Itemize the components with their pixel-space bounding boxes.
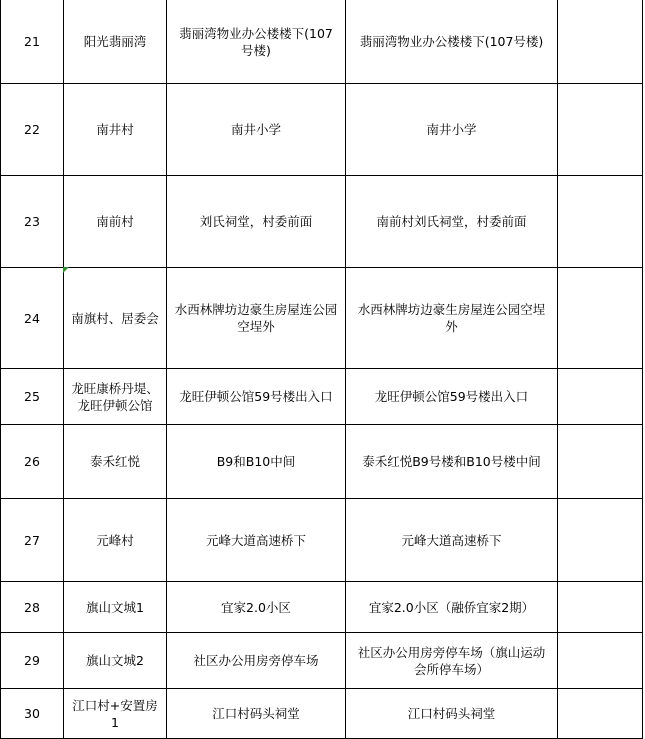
extra-cell[interactable]: [558, 176, 643, 268]
row-number-cell[interactable]: 28: [1, 582, 64, 633]
community-name-cell[interactable]: 南前村: [64, 176, 167, 268]
location-detail-cell[interactable]: 江口村码头祠堂: [346, 689, 558, 739]
extra-cell[interactable]: [558, 499, 643, 582]
table-row: [1, 369, 643, 425]
location-detail-cell[interactable]: 宜家2.0小区（融侨宜家2期）: [346, 582, 558, 633]
location-detail-cell[interactable]: 龙旺伊顿公馆59号楼出入口: [346, 369, 558, 425]
row-number-cell[interactable]: 22: [1, 84, 64, 176]
community-name-cell[interactable]: 龙旺康桥丹堤、龙旺伊顿公馆: [64, 369, 167, 425]
table-row: [1, 84, 643, 176]
table-row: [1, 499, 643, 582]
location-detail-cell[interactable]: 南前村刘氏祠堂，村委前面: [346, 176, 558, 268]
extra-cell[interactable]: [558, 633, 643, 689]
community-name-cell[interactable]: 泰禾红悦: [64, 425, 167, 499]
extra-cell[interactable]: [558, 268, 643, 369]
location-detail-cell[interactable]: 水西林牌坊边豪生房屋连公园空埕外: [346, 268, 558, 369]
location-cell[interactable]: 南井小学: [167, 84, 346, 176]
table-row: [1, 176, 643, 268]
community-name-cell[interactable]: 南旗村、居委会: [64, 268, 167, 369]
location-detail-cell[interactable]: 元峰大道高速桥下: [346, 499, 558, 582]
location-cell[interactable]: 龙旺伊顿公馆59号楼出入口: [167, 369, 346, 425]
location-cell[interactable]: 水西林牌坊边豪生房屋连公园空埕外: [167, 268, 346, 369]
location-detail-cell[interactable]: 翡丽湾物业办公楼楼下(107号楼): [346, 0, 558, 84]
row-number-cell[interactable]: 23: [1, 176, 64, 268]
location-cell[interactable]: 刘氏祠堂，村委前面: [167, 176, 346, 268]
community-name-cell[interactable]: 元峰村: [64, 499, 167, 582]
table-row: [1, 633, 643, 689]
location-cell[interactable]: 江口村码头祠堂: [167, 689, 346, 739]
location-detail-cell[interactable]: 泰禾红悦B9号楼和B10号楼中间: [346, 425, 558, 499]
extra-cell[interactable]: [558, 84, 643, 176]
cell-comment-marker: [63, 267, 69, 273]
row-number-cell[interactable]: 27: [1, 499, 64, 582]
community-name-cell[interactable]: 阳光翡丽湾: [64, 0, 167, 84]
community-name-cell[interactable]: 江口村+安置房1: [64, 689, 167, 739]
location-cell[interactable]: B9和B10中间: [167, 425, 346, 499]
extra-cell[interactable]: [558, 689, 643, 739]
table-row: [1, 268, 643, 369]
row-number-cell[interactable]: 25: [1, 369, 64, 425]
location-cell[interactable]: 社区办公用房旁停车场: [167, 633, 346, 689]
table-row: [1, 0, 643, 84]
community-name-cell[interactable]: 南井村: [64, 84, 167, 176]
row-number-cell[interactable]: 26: [1, 425, 64, 499]
row-number-cell[interactable]: 21: [1, 0, 64, 84]
extra-cell[interactable]: [558, 369, 643, 425]
community-name-cell[interactable]: 旗山文城1: [64, 582, 167, 633]
extra-cell[interactable]: [558, 0, 643, 84]
community-name-cell[interactable]: 旗山文城2: [64, 633, 167, 689]
table-row: [1, 582, 643, 633]
table-row: [1, 689, 643, 739]
location-detail-cell[interactable]: 社区办公用房旁停车场（旗山运动会所停车场）: [346, 633, 558, 689]
extra-cell[interactable]: [558, 582, 643, 633]
location-cell[interactable]: 元峰大道高速桥下: [167, 499, 346, 582]
extra-cell[interactable]: [558, 425, 643, 499]
row-number-cell[interactable]: 24: [1, 268, 64, 369]
location-detail-cell[interactable]: 南井小学: [346, 84, 558, 176]
table-row: [1, 425, 643, 499]
location-cell[interactable]: 宜家2.0小区: [167, 582, 346, 633]
row-number-cell[interactable]: 29: [1, 633, 64, 689]
location-cell[interactable]: 翡丽湾物业办公楼楼下(107号楼): [167, 0, 346, 84]
row-number-cell[interactable]: 30: [1, 689, 64, 739]
